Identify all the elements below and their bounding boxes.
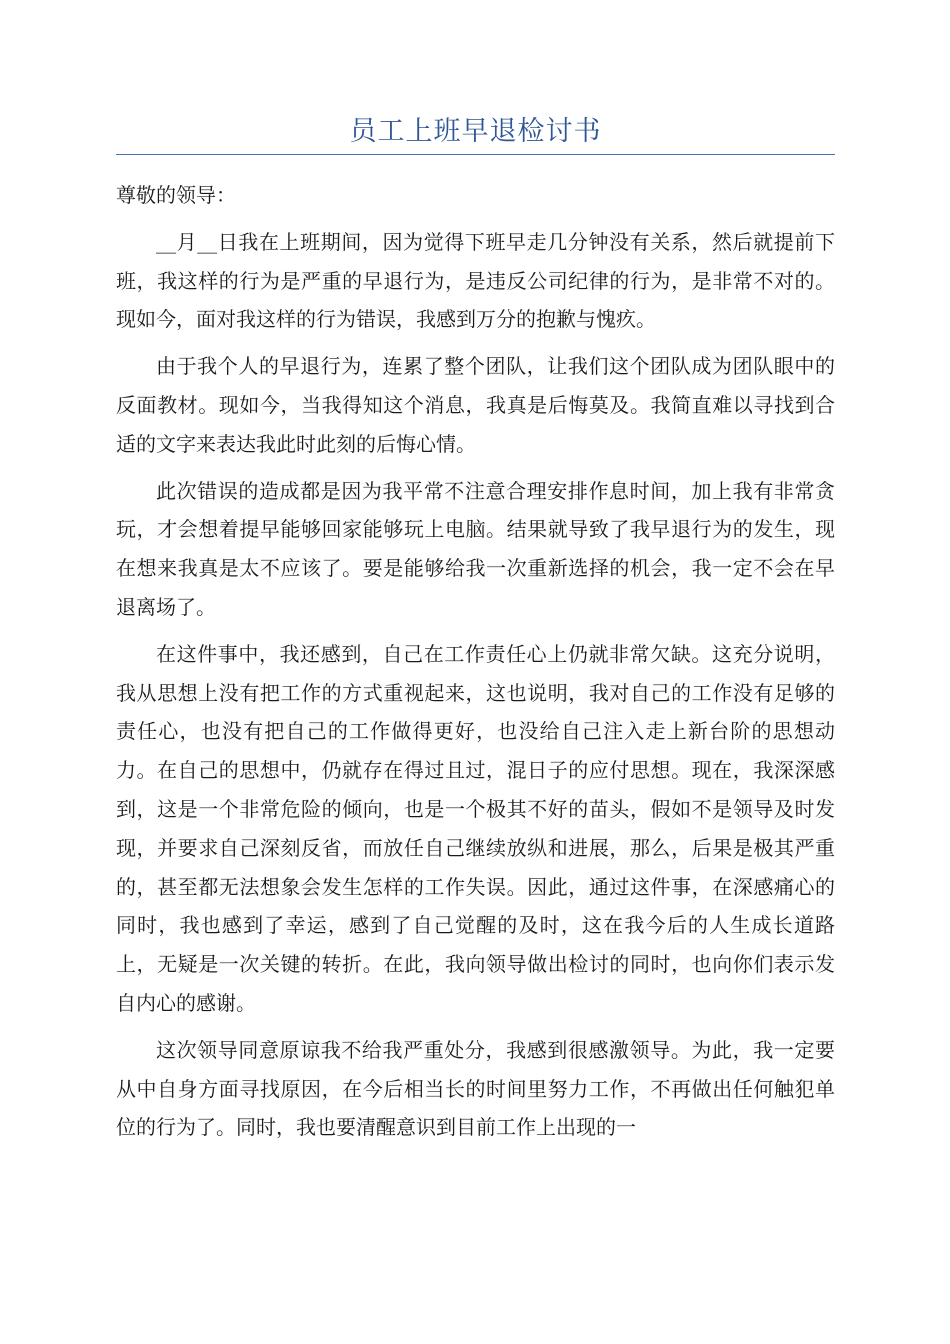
document-title: 员工上班早退检讨书 (349, 116, 602, 147)
paragraph-1: __月__日我在上班期间，因为觉得下班早走几分钟没有关系，然后就提前下班，我这样的行为是严重的早退行为，是违反公司纪律的行为，是非常不对的。现如今，面对我这样的行为错误，我感到万分的抱歉与愧疚。 (116, 229, 835, 332)
salutation: 尊敬的领导： (116, 183, 236, 207)
paragraph-3: 此次错误的造成都是因为我平常不注意合理安排作息时间，加上我有非常贪玩，才会想着提早能够回家能够玩上电脑。结果就导致了我早退行为的发生，现在想来我真是太不应该了。要是能够给我一次重新选择的机会，我一定不会在早退离场了。 (116, 478, 835, 619)
paragraph-2: 由于我个人的早退行为，连累了整个团队，让我们这个团队成为团队眼中的反面教材。现如今，当我得知这个消息，我真是后悔莫及。我简直难以寻找到合适的文字来表达我此时此刻的后悔心情。 (116, 354, 835, 456)
paragraph-5: 这次领导同意原谅我不给我严重处分，我感到很感激领导。为此，我一定要从中自身方面寻找原因，在今后相当长的时间里努力工作，不再做出任何触犯单位的行为了。同时，我也要清醒意识到目前工作上出现的一 (116, 1037, 835, 1140)
document-body (116, 176, 835, 1155)
title-underline (116, 154, 835, 155)
paragraph-4: 在这件事中，我还感到，自己在工作责任心上仍就非常欠缺。这充分说明，我从思想上没有把工作的方式重视起来，这也说明，我对自己的工作没有足够的责任心，也没有把自己的工作做得更好，也没给自己注入走上新台阶的思想动力。在自己的思想中，仍就存在得过且过，混日子的应付思想。现在，我深深感到，这是一个非常危险的倾向，也是一个极其不好的苗头，假如不是领导及时发现，并要求自己深刻反省，而放任自己继续放纵和进展，那么，后果是极其严重的，甚至都无法想象会发生怎样的工作失误。因此，通过这件事，在深感痛心的同时，我也感到了幸运，感到了自己觉醒的及时，这在我今后的人生成长道路上，无疑是一次关键的转折。在此，我向领导做出检讨的同时，也向你们表示发自内心的感谢。 (116, 641, 835, 1015)
